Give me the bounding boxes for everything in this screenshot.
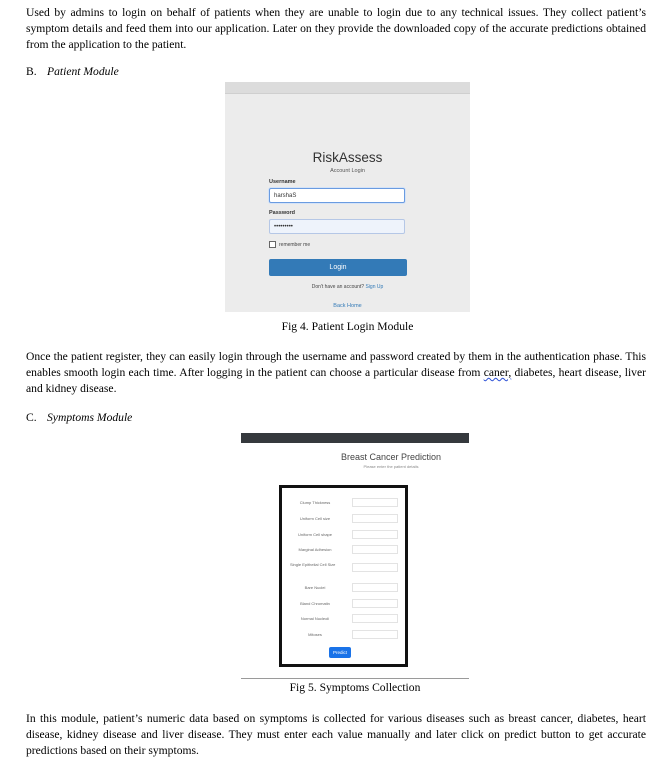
signup-row	[225, 284, 470, 290]
field-input[interactable]	[352, 530, 398, 539]
symptoms-title: Breast Cancer Prediction	[340, 452, 442, 462]
field-label: Uniform Cell size	[299, 516, 331, 521]
section-c-title: Symptoms Module	[47, 411, 133, 424]
username-label: Username	[269, 179, 296, 185]
field-label: Single Epithelial Cell Size	[290, 562, 336, 567]
figure-divider	[241, 678, 469, 679]
field-label: Normal Nucleoli	[300, 616, 330, 621]
signup-link[interactable]: Sign Up	[365, 284, 384, 290]
field-input[interactable]	[352, 514, 398, 523]
symptoms-subtitle: Please enter the patient details	[363, 464, 419, 469]
field-input[interactable]	[352, 630, 398, 639]
section-c-heading	[26, 411, 132, 424]
login-paragraph-end: diabetes, heart disease, liver and kidney disease.	[26, 366, 646, 395]
field-label: Mitoses	[308, 632, 322, 637]
password-label: Password	[269, 210, 295, 216]
section-b-title: Patient Module	[47, 65, 119, 78]
browser-bar	[225, 82, 470, 94]
field-input[interactable]	[352, 599, 398, 608]
signup-prompt: Don't have an account?	[311, 284, 365, 290]
remember-me[interactable]	[269, 241, 310, 248]
field-input[interactable]	[352, 583, 398, 592]
fig4-caption: Fig 4. Patient Login Module	[281, 320, 414, 333]
symptoms-figure	[241, 433, 469, 679]
login-paragraph-start: Once the patient register, they can easily login through the username and password created by them in the authentication phase. This enables smooth login each time. After logging in the patient can choose a particular disease from	[26, 350, 646, 379]
login-paragraph	[26, 349, 646, 397]
section-b-heading	[26, 65, 119, 78]
username-field[interactable]: harshaS	[269, 188, 405, 203]
field-label: Clump Thickness	[299, 500, 331, 505]
login-app-title: RiskAssess	[312, 150, 383, 165]
fig5-caption: Fig 5. Symptoms Collection	[289, 681, 421, 694]
section-c-number: C.	[26, 411, 37, 424]
login-button[interactable]: Login	[269, 259, 407, 276]
field-input[interactable]	[352, 614, 398, 623]
patient-login-figure	[225, 82, 470, 312]
remember-label: remember me	[279, 241, 311, 248]
predict-button[interactable]: Predict	[329, 647, 351, 658]
intro-paragraph: Used by admins to login on behalf of patients when they are unable to login due to any technical issues. They collect patient’s symptom details and feed them into our application. Later on they provide the downloaded copy of the accurate predictions obtained from the application to the patient.	[26, 6, 646, 51]
password-field[interactable]: •••••••••	[269, 219, 405, 234]
nav-bar	[241, 433, 469, 443]
field-label: Marginal Adhesion	[298, 547, 332, 552]
field-input[interactable]	[352, 563, 398, 572]
symptoms-paragraph: In this module, patient’s numeric data based on symptoms is collected for various diseases such as breast cancer, diabetes, heart disease, kidney disease and liver disease. They must enter each value manually and later click on predict button to get accurate predictions based on their symptoms.	[26, 712, 646, 757]
back-home-link[interactable]: Back Home	[333, 303, 362, 309]
misspelled-word: caner,	[483, 366, 512, 379]
field-label: Bare Nuclei	[304, 585, 326, 590]
field-label: Bland Chromatin	[300, 601, 330, 606]
field-label: Uniform Cell shape	[297, 532, 332, 537]
remember-checkbox[interactable]	[269, 241, 276, 248]
field-input[interactable]	[352, 498, 398, 507]
symptoms-form	[279, 485, 408, 667]
section-b-number: B.	[26, 65, 37, 78]
field-input[interactable]	[352, 545, 398, 554]
login-subtitle: Account Login	[330, 168, 365, 174]
